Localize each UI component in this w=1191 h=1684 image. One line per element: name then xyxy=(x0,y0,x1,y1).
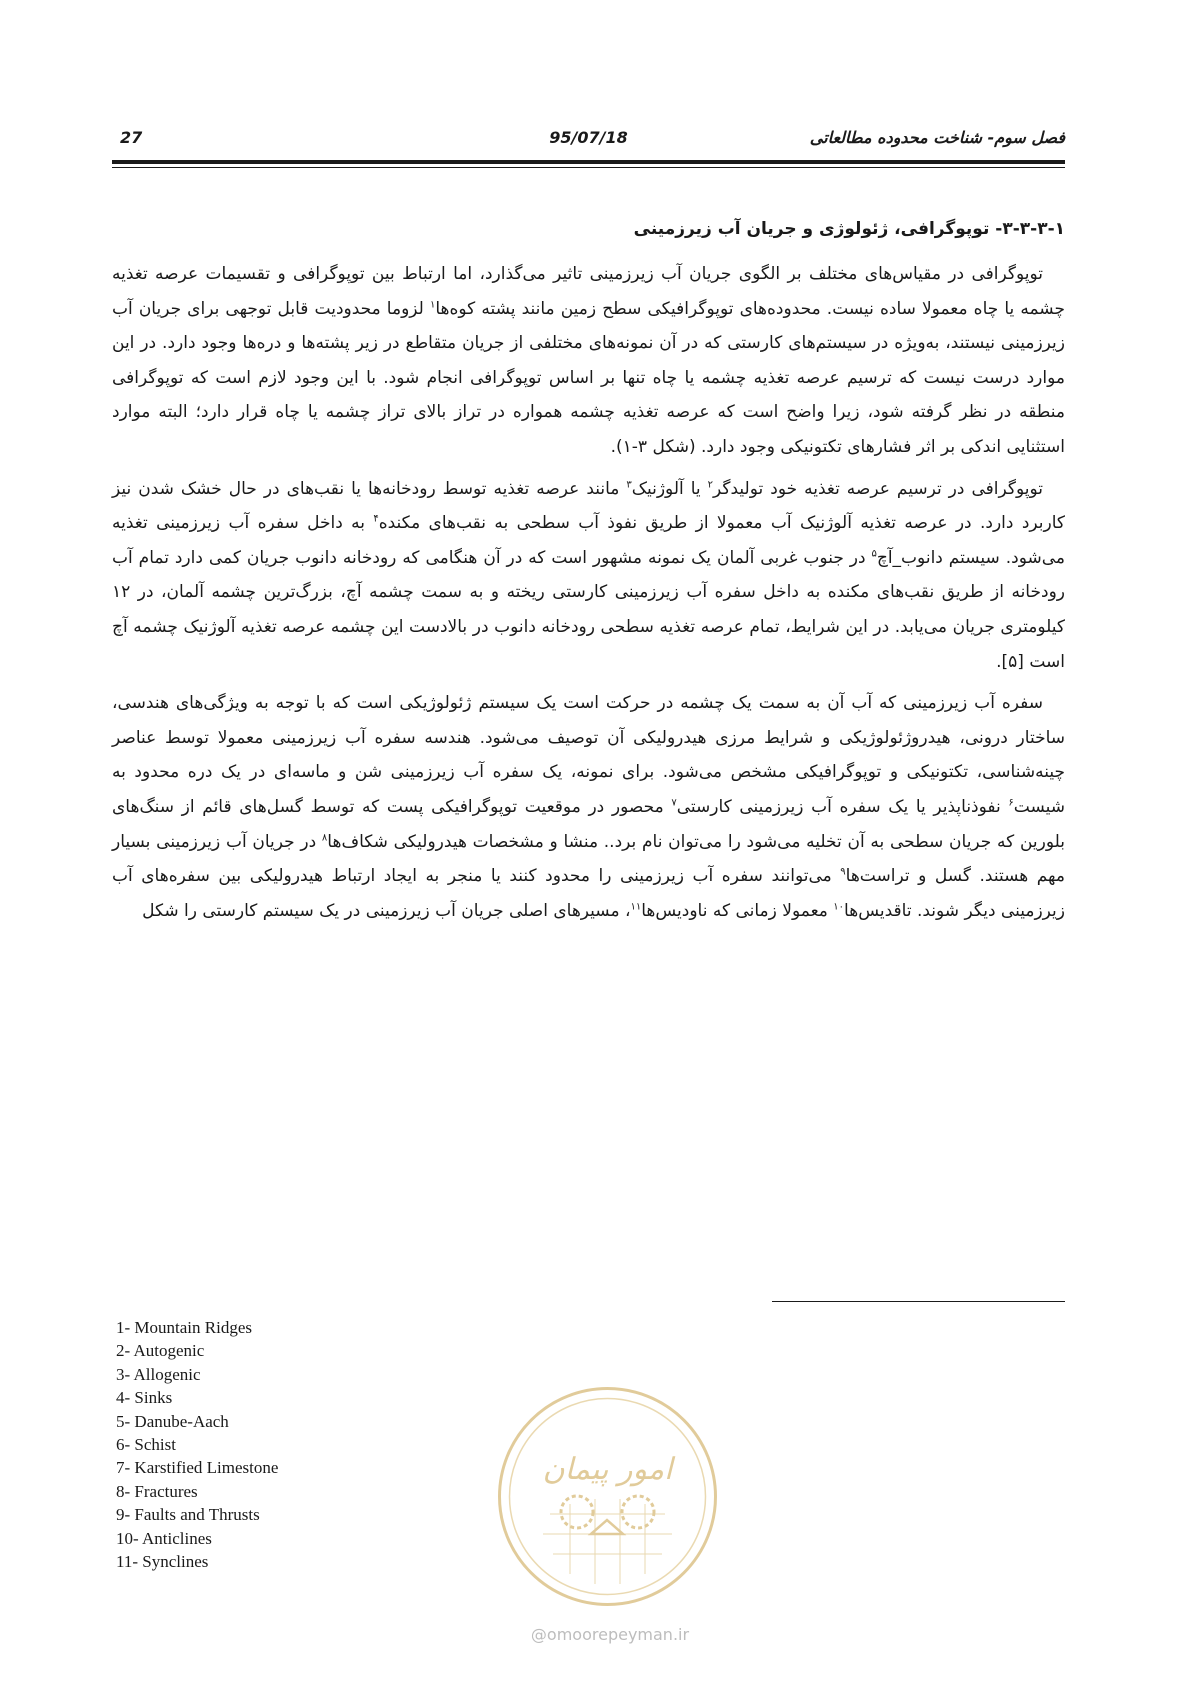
paragraph-2-text-c: مانند عرصه تغذیه توسط رودخانه‌ها یا نقب‌های در حال خشک شدن نیز کاربرد دارد. در عرصه تغذیه آلوژنیک آب معمولا از طریق نفوذ آب سطحی به نقب‌های مکنده xyxy=(112,478,1065,534)
paragraph-2-text-a: توپوگرافی در ترسیم عرصه تغذیه خود تولیدگر xyxy=(713,478,1043,499)
seal-house-icon xyxy=(591,1520,623,1534)
watermark-seal-icon xyxy=(495,1384,720,1609)
paragraph-2-text-b: یا آلوژنیک xyxy=(631,478,708,499)
watermark-logo-text: امور پیمان xyxy=(542,1452,673,1487)
footnote-mark-6: ۶ xyxy=(1008,797,1014,809)
paragraph-2-text-e: در جنوب غربی آلمان یک نمونه مشهور است که در آن هنگامی که رودخانه دانوب جریان کمی دارد تمام آب رودخانه از طریق نقب‌های مکنده به داخل سفره آب زیرزمینی کارستی ریخته و به سمت چشمه آچ، بزرگ‌ترین چشمه آلمان، در ۱۲ کیلومتری جریان می‌یابد. در این شرایط، تمام عرصه تغذیه سطحی رودخانه دانوب در بالادست این چشمه عرصه تغذیه آلوژنیک چشمه آچ است [۵]. xyxy=(112,547,1065,672)
footnote-item: 5- Danube-Aach xyxy=(116,1411,229,1431)
footnote-mark-2: ۲ xyxy=(707,478,714,490)
paragraph-1-text-b: لزوما محدودیت قابل توجهی برای جریان آب زیرزمینی نیستند، به‌ویژه در سیستم‌های کارستی که در آن نمونه‌های مختلفی از جریان متقاطع در زیر پشته‌ها و دره‌ها وجود دارد. در این موارد درست نیست که ترسیم عرصه تغذیه چشمه یا چاه تنها بر اساس توپوگرافی انجام شود. با این وجود لازم است که توپوگرافی منطقه در نظر گرفته شود، زیرا واضح است که عرصه تغذیه چشمه همواره در تراز بالای تراز چشمه یا چاه قرار دارد؛ البته موارد استثنایی اندکی بر اثر فشارهای تکتونیکی وجود دارد. (شکل ۳-۱). xyxy=(112,298,1065,457)
footnote-mark-7: ۷ xyxy=(671,797,677,809)
footnote-mark-1: ۱ xyxy=(429,298,436,310)
footnote-mark-3: ۳ xyxy=(626,478,632,490)
footnote-item: 3- Allogenic xyxy=(116,1364,201,1384)
footnote-item: 7- Karstified Limestone xyxy=(116,1458,279,1478)
paragraph-1 xyxy=(112,257,1065,465)
seal-gear-right-icon xyxy=(622,1496,654,1528)
footnote-mark-11: ۱۱ xyxy=(630,901,642,913)
footnote-item: 1- Mountain Ridges xyxy=(116,1318,252,1337)
header-date: 95/07/18 xyxy=(549,128,628,147)
seal-inner-ring xyxy=(510,1399,706,1595)
footnote-mark-5: ۵ xyxy=(871,548,877,560)
footnote-mark-10: ۱۰ xyxy=(833,901,845,913)
paragraph-3-text-f: معمولا زمانی که ناودیس‌ها xyxy=(641,900,834,921)
paragraph-2 xyxy=(112,472,1065,680)
paragraph-3 xyxy=(112,686,1065,928)
paragraph-3-text-b: نفوذناپذیر یا یک سفره آب زیرزمینی کارستی xyxy=(676,796,1009,817)
footnote-item: 8- Fractures xyxy=(116,1481,198,1501)
paragraph-3-text-e: می‌توانند سفره آب زیرزمینی را محدود کنند یا منجر به ایجاد ارتباط هیدرولیکی بین سفره‌های آب زیرزمینی دیگر شوند. تاقدیس‌ها xyxy=(112,866,1065,921)
footnote-item: 4- Sinks xyxy=(116,1388,173,1408)
footnote-item: 6- Schist xyxy=(116,1435,176,1455)
footnote-item: 9- Faults and Thrusts xyxy=(116,1505,260,1525)
header-rule-thick xyxy=(112,160,1065,164)
footnote-mark-9: ۹ xyxy=(840,866,846,878)
section-heading: ۳-۳-۳-۱- توپوگرافی، ژئولوژی و جریان آب زیرزمینی xyxy=(633,219,1065,239)
header-rule-thin xyxy=(112,167,1065,168)
footnote-item: 11- Synclines xyxy=(116,1552,209,1572)
paragraph-3-text-g: ، مسیرهای اصلی جریان آب زیرزمینی در یک سیستم کارستی را شکل xyxy=(142,900,631,921)
seal-outer-ring xyxy=(500,1389,716,1605)
footnote-item: 10- Anticlines xyxy=(116,1528,212,1548)
paragraph-3-text-c: محصور در موقعیت توپوگرافیکی پست که توسط گسل‌های قائم از سنگ‌های بلورین که جریان سطحی به آن تخلیه می‌شود را می‌توان نام برد.. منشا و مشخصات هیدرولیکی شکاف‌ها xyxy=(112,796,1065,852)
footnote-separator xyxy=(772,1301,1065,1302)
page-header xyxy=(112,128,1065,152)
page-number: 27 xyxy=(120,128,143,147)
paragraph-3-text-d: در جریان آب زیرزمینی بسیار مهم هستند. گسل و تراست‌ها xyxy=(112,831,1065,887)
watermark-site: @omoorepeyman.ir xyxy=(530,1625,690,1644)
paragraph-2-text-d: به داخل سفره آب زیرزمینی تغذیه می‌شود. سیستم دانوب_آچ xyxy=(112,513,1065,568)
footnote-mark-4: ۴ xyxy=(373,513,379,525)
paragraph-3-text-a: سفره آب زیرزمینی که آب آن به سمت یک چشمه در حرکت است یک سیستم ژئولوژیکی است که با توجه به ویژگی‌های هندسی، ساختار درونی، هیدروژئولوژیکی و شرایط مرزی هیدرولیکی آن توصیف می‌شود. هندسه سفره آب زیرزمینی معمولا توسط عناصر چینه‌شناسی، تکتونیکی و توپوگرافیکی مشخص می‌شود. برای نمونه، یک سفره آب زیرزمینی شن و ماسه‌ای در یک دره محدود به شیست xyxy=(112,693,1065,817)
footnote-list xyxy=(116,1316,278,1573)
seal-gear-left-icon xyxy=(561,1496,593,1528)
footnote-mark-8: ۸ xyxy=(321,831,328,843)
chapter-title: فصل سوم- شناخت محدوده مطالعاتی xyxy=(809,128,1065,147)
body-content xyxy=(112,212,1065,934)
paragraph-1-text-a: توپوگرافی در مقیاس‌های مختلف بر الگوی جریان آب زیرزمینی تاثیر می‌گذارد، اما ارتباط بین توپوگرافی و تقسیمات عرصه تغذیه چشمه یا چاه معمولا ساده نیست. محدوده‌های توپوگرافیکی سطح زمین مانند پشته کوه‌ها xyxy=(112,264,1065,319)
footnote-item: 2- Autogenic xyxy=(116,1341,205,1361)
